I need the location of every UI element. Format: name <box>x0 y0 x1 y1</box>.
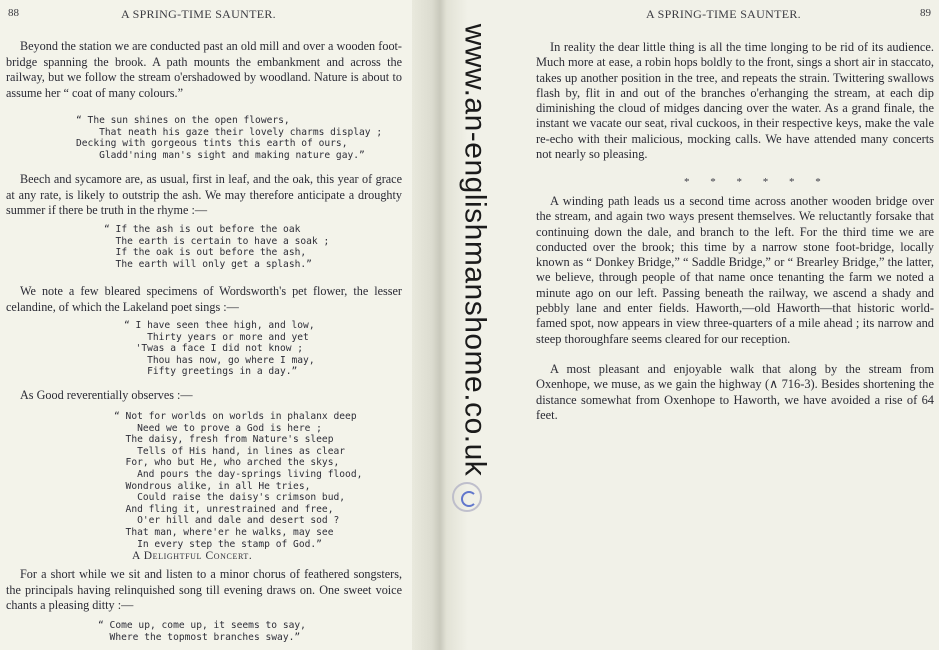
left-poem-1: “ The sun shines on the open flowers, That neath his gaze their lovely charms display ; Decking with gorgeous tints this earth of ours, Gladd'ning man's sight and making nature gay.” <box>76 115 383 161</box>
section-break-stars: * * * * * * <box>684 176 830 188</box>
left-paragraph-3: We note a few bleared specimens of Wordsworth's pet flower, the lesser celandine, of which the Lakeland poet sings :— <box>6 284 402 314</box>
left-poem-3: “ I have seen thee high, and low, Thirty years or more and yet 'Twas a face I did not know ; Thou has now, go where I may, Fifty greetings in a day.” <box>124 320 315 378</box>
left-paragraph-4: As Good reverentially observes :— <box>20 388 193 402</box>
left-poem-4: “ Not for worlds on worlds in phalanx deep Need we to prove a God is here ; The daisy, fresh from Nature's sleep Tells of His hand, in lines as clear For, who but He, who arched the skys, And pours the day-springs living flood, Wondrous alike, in all He tries, Could raise the daisy's crimson bud, And fling it, unrestrained and free, O'er hill and dale and desert sod ? That man, where'er he walks, may see In every step the stamp of God.” <box>114 411 363 550</box>
left-page-number: 88 <box>8 7 19 19</box>
left-poem-5: “ Come up, come up, it seems to say, Where the topmost branches sway.” <box>98 620 306 643</box>
left-poem-2: “ If the ash is out before the oak The earth is certain to have a soak ; If the oak is out before the ash, The earth will only get a splash.” <box>104 224 330 270</box>
left-running-header: A SPRING-TIME SAUNTER. <box>121 7 276 21</box>
watermark-text: www.an-englishmanshome.co.uk <box>458 23 492 477</box>
left-paragraph-5: For a short while we sit and listen to a minor chorus of feathered songsters, the principals having relinquished song till evening draws on. One sweet voice chants a pleasing ditty :— <box>6 567 402 613</box>
right-paragraph-3: A most pleasant and enjoyable walk that along by the stream from Oxenhope, we muse, as we gain the highway (∧ 716-3). Besides shortening the distance somewhat from Oxenhope to Haworth, we have avoided a rise of 64 feet. <box>536 362 934 422</box>
right-running-header: A SPRING-TIME SAUNTER. <box>646 7 801 21</box>
left-page <box>0 0 412 650</box>
right-paragraph-1: In reality the dear little thing is all the time longing to be rid of its audience. Much more at ease, a robin hops boldly to the front, sings a short air in staccato, takes up another position in the tree, and repeats the strain. Twittering swallows flash by, flit in and out of the branches o'erhanging the stream, at each dip diminishing the cloud of midges dancing over the water. As a grand finale, the instant we vacate our seat, rival cuckoos, in their respective keys, make the vale re-echo with their malicious, mocking calls. We have attended many concerts not nearly so pleasing. <box>536 40 934 162</box>
watermark <box>394 23 554 477</box>
right-paragraph-2: A winding path leads us a second time across another wooden bridge over the stream, and again two ways present themselves. We reluctantly forsake that continuing down the dale, and branch to the left. For the third time we are conducted over the brook; this time by a narrow stone foot-bridge, locally known as “ Donkey Bridge,” “ Saddle Bridge,” or “ Brearley Bridge,” the latter, we believe, through people of that name once tenanting the farm we noted a minute ago on our left. Passing beneath the railway, we ascend a shady and pebbly lane and enter fields. Haworth,—old Haworth—that historic world-famed spot, now appears in view three-quarters of a mile ahead ; its narrow and steep thoroughfare seems cleared for our reception. <box>536 194 934 346</box>
left-paragraph-2: Beech and sycamore are, as usual, first in leaf, and the oak, this year of grace at any rate, is likely to outstrip the ash. We may therefore anticipate a droughty summer if there be truth in the rhyme :— <box>6 172 402 218</box>
section-heading: A Delightful Concert. <box>132 550 253 562</box>
left-paragraph-1: Beyond the station we are conducted past an old mill and over a wooden foot-bridge spanning the brook. A path mounts the embankment and across the railway, but we follow the stream o'ershadowed by woodland. Nature is about to assume her “ coat of many colours.” <box>6 39 402 100</box>
circle-logo-icon <box>452 482 482 512</box>
right-page-number: 89 <box>920 7 931 19</box>
